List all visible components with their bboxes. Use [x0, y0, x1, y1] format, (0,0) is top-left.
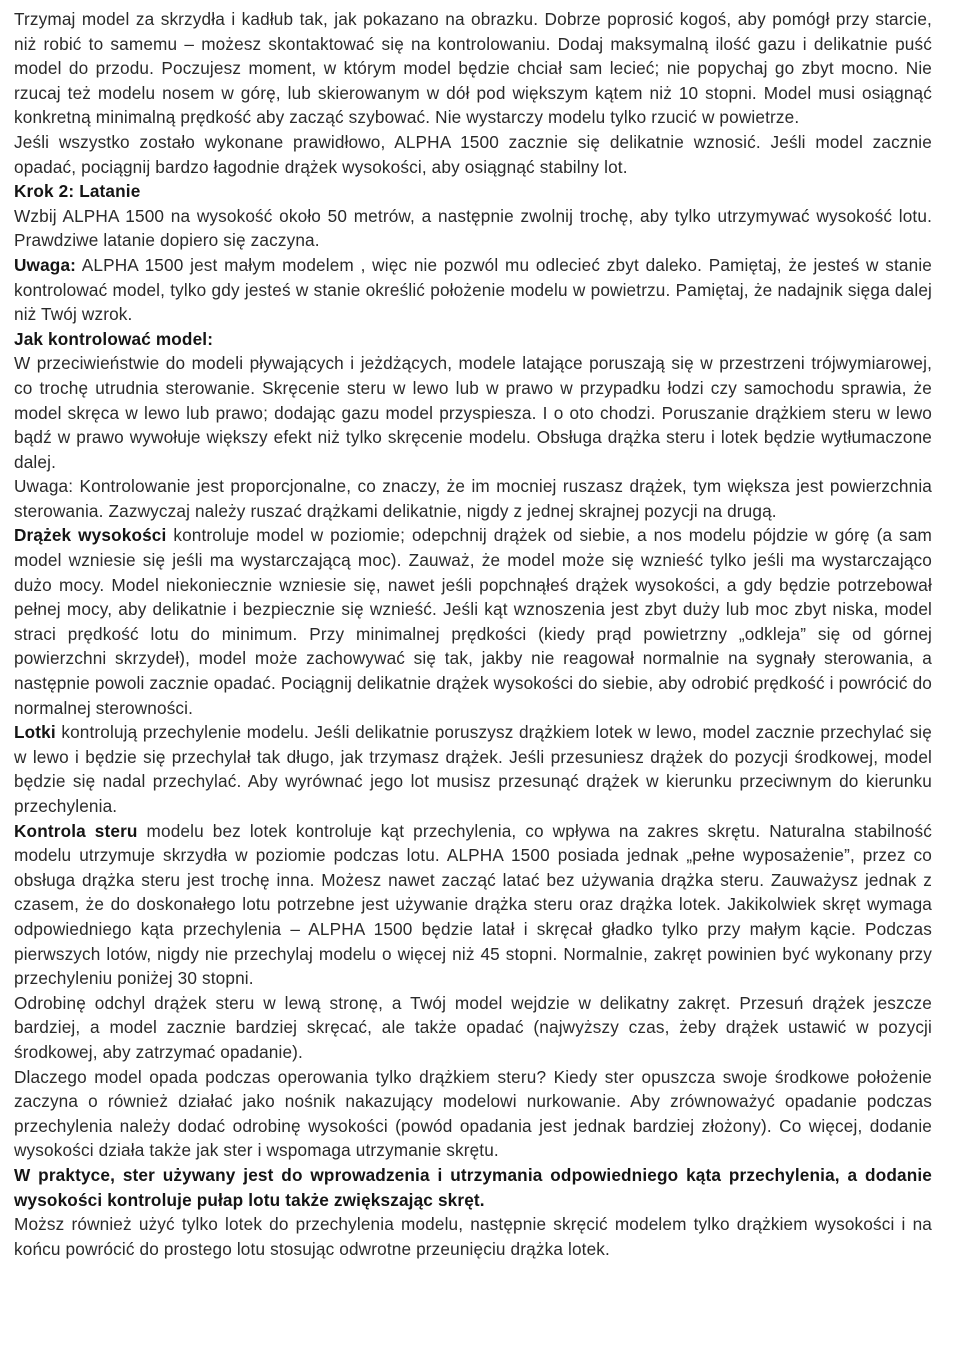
paragraph-elevator: [14, 523, 932, 720]
paragraph-rudder: [14, 819, 932, 991]
elevator-text: kontroluje model w poziomie; odepchnij drążek od siebie, a nos modelu pójdzie w górę (a sam model wzniesie się jeśli ma wystarczającą moc). Zauważ, że model może się wznieść tylko jeśli ma wystarczająco dużo mocy. Model niekoniecznie wzniesie się, nawet jeśli popchnąłeś drążek wysokości, a gdy będzie potrzebował pełnej mocy, aby delikatnie i bezpiecznie się wznieść. Jeśli kąt wznoszenia jest zbyt duży lub moc zbyt niska, model straci prędkość lotu do minimum. Przy minimalnej prędkości (kiedy prąd powietrzny „odkleja” się od górnej powierzchni skrzydeł), model może zachowywać się tak, jakby nie reagował normalnie na sygnały sterowania, a następnie powoli zacznie opadać. Pociągnij delikatnie drążek wysokości do siebie, aby odrobić prędkość i powrócić do normalnej sterowności.: [14, 525, 933, 718]
elevator-label: Drążek wysokości: [14, 525, 167, 546]
note-text: ALPHA 1500 jest małym modelem , więc nie pozwól mu odlecieć zbyt daleko. Pamiętaj, że jesteś w stanie kontrolować model, tylko gdy jesteś w stanie określić położenie modelu w powietrzu. Pamiętaj, że nadajnik sięga dalej niż Twój wzrok.: [14, 254, 932, 325]
paragraph-note-distance: [14, 253, 932, 327]
paragraph-altitude: Wzbij ALPHA 1500 na wysokość około 50 metrów, a następnie zwolnij trochę, aby tylko utrzymywać wysokość lotu. Prawdziwe latanie dopiero się zaczyna.: [14, 205, 932, 251]
paragraph-3d-control: W przeciwieństwie do modeli pływających i jeżdżących, modele latające poruszają się w przestrzeni trójwymiarowej, co trochę utrudnia sterowanie. Skręcenie steru w lewo lub w prawo w przypadku łodzi czy samochodu sprawia, że model skręca w lewo lub prawo; dodając gazu model przyspiesza. I o oto chodzi. Poruszanie drążkiem steru w lewo bądź w prawo wywołuje większy efekt niż tylko skręcenie modelu. Obsługa drążka steru i lotek będzie wytłumaczone dalej.: [14, 353, 932, 472]
ailerons-text: kontrolują przechylenie modelu. Jeśli delikatnie poruszysz drążkiem lotek w lewo, model zacznie przechylać się w lewo i będzie się przechylał tak długo, jak trzymasz drążek. Jeśli przesuniesz drążek do pozycji środkowej, model będzie się nadal przechylać. Aby wyrównać jego lot musisz przesunąć drążek w kierunku przeciwnym do kierunku przechylenia.: [14, 722, 932, 816]
heading-step2: Krok 2: Latanie: [14, 181, 141, 202]
ailerons-label: Lotki: [14, 722, 56, 743]
rudder-text: modelu bez lotek kontroluje kąt przechylenia, co wpływa na zakres skrętu. Naturalna stabilność modelu utrzymuje skrzydła w poziomie podczas lotu. ALPHA 1500 posiada jednak „pełne wyposażenie”, przez co obsługa drążka steru jest trochę inna. Możesz nawet zacząć latać bez używania drążka steru. Zauważysz jednak z czasem, że do doskonałego lotu potrzebne jest używanie drążka steru oraz drążka lotek. Jakikolwiek skręt wymaga odpowiedniego kąta przechylenia – ALPHA 1500 będzie latał i skręcał gładko tylko przy małym kącie. Podczas pierwszych lotów, nigdy nie przechylaj modelu o więcej niż 45 stopni. Normalnie, zakręt powinien być wykonany przy przechyleniu poniżej 30 stopni.: [14, 820, 932, 989]
heading-how-to-control: Jak kontrolować model:: [14, 328, 214, 349]
paragraph-ailerons: [14, 720, 932, 818]
rudder-label: Kontrola steru: [14, 820, 138, 841]
document-page: [14, 7, 932, 1261]
paragraph-ailerons-only: Moższ również użyć tylko lotek do przechylenia modelu, następnie skręcić modelem tylko drążkiem wysokości i na końcu powrócić do prostego lotu stosując odwrotne przeunięciu drążka lotek.: [14, 1214, 932, 1259]
paragraph-climb: Jeśli wszystko zostało wykonane prawidłowo, ALPHA 1500 zacznie się delikatnie wznosić. Jeśli model zacznie opadać, pociągnij bardzo łagodnie drążek wysokości, aby osiągnąć stabilny lot.: [14, 131, 932, 177]
paragraph-proportional-note: Uwaga: Kontrolowanie jest proporcjonalne, co znaczy, że im mocniej ruszasz drążek, tym większa jest powierzchnia sterowania. Zazwyczaj należy ruszać drążkami delikatnie, nigdy z jednej skrajnej pozycji na drugą.: [14, 476, 932, 521]
paragraph-launch: Trzymaj model za skrzydła i kadłub tak, jak pokazano na obrazku. Dobrze poprosić kogoś, aby pomógł przy starcie, niż robić to samemu – możesz skontaktować się na kontrolowaniu. Dodaj maksymalną ilość gazu i delikatnie puść model do przodu. Poczujesz moment, w którym model będzie chciał sam lecieć; nie popychaj go zbyt mocno. Nie rzucaj też modelu nosem w górę, lub skierowanym w dół pod większym kątem niż 10 stopni. Model musi osiągnąć konkretną minimalną prędkość aby zacząć szybować. Nie wystarczy modelu tylko rzucić w powietrze.: [14, 9, 932, 128]
note-label: Uwaga:: [14, 254, 77, 275]
paragraph-turn: Odrobinę odchyl drążek steru w lewą stronę, a Twój model wejdzie w delikatny zakręt. Przesuń drążek jeszcze bardziej, a model zacznie bardziej skręcać, ale także opadać (najwyższy czas, żeby drążek ustawić w pozycji środkowej, aby zatrzymać opadanie).: [14, 992, 932, 1062]
paragraph-in-practice: W praktyce, ster używany jest do wprowadzenia i utrzymania odpowiedniego kąta przechylenia, a dodanie wysokości kontroluje pułap lotu także zwiększając skręt.: [14, 1164, 932, 1210]
paragraph-why-descend: Dlaczego model opada podczas operowania tylko drążkiem steru? Kiedy ster opuszcza swoje środkowe położenie zaczyna o również działać jako nośnik nakazujący modelowi nurkowanie. Aby zrównoważyć opadanie podczas przechylenia należy dodać odrobinę wysokości (powód opadania jest jednak bardziej złożony). Co więcej, dodanie wysokości działa także jak ster i wspomaga utrzymanie skrętu.: [14, 1066, 932, 1161]
